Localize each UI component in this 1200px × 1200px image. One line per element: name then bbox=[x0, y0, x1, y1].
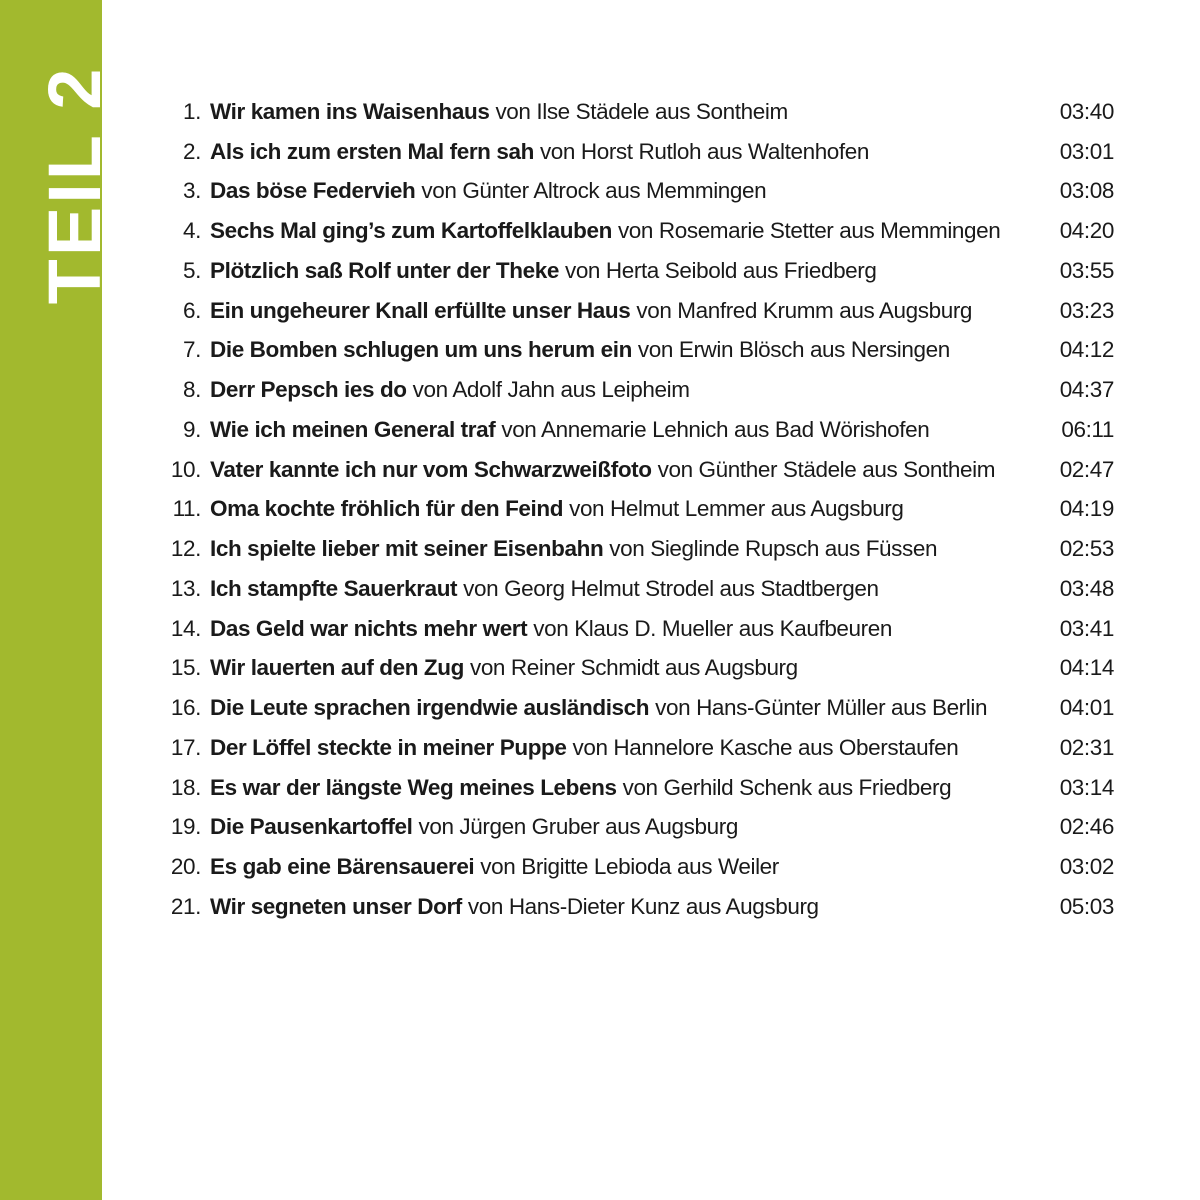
track-title: Ich spielte lieber mit seiner Eisenbahn bbox=[210, 536, 604, 562]
track-credit: von Georg Helmut Strodel aus Stadtbergen bbox=[463, 575, 879, 601]
track-number: 8. bbox=[183, 377, 201, 403]
track-row bbox=[150, 291, 1120, 331]
track-credit: von Erwin Blösch aus Nersingen bbox=[637, 337, 950, 363]
track-row bbox=[150, 132, 1120, 172]
track-credit: von Herta Seibold aus Friedberg bbox=[564, 257, 877, 283]
track-duration: 03:14 bbox=[1059, 774, 1114, 800]
track-credit: von Günther Städele aus Sontheim bbox=[657, 456, 996, 482]
track-duration: 04:19 bbox=[1059, 496, 1114, 522]
track-row bbox=[150, 450, 1120, 490]
track-duration: 03:01 bbox=[1059, 138, 1114, 164]
track-credit: von Adolf Jahn aus Leipheim bbox=[412, 377, 690, 403]
track-row bbox=[150, 92, 1120, 132]
track-number: 3. bbox=[183, 178, 201, 204]
track-title: Das böse Federvieh bbox=[210, 178, 416, 204]
track-title: Derr Pepsch ies do bbox=[210, 377, 407, 403]
track-title: Der Löffel steckte in meiner Puppe bbox=[210, 734, 567, 760]
track-row bbox=[150, 410, 1120, 450]
track-row bbox=[150, 609, 1120, 649]
track-title: Die Pausenkartoffel bbox=[210, 814, 413, 840]
track-row bbox=[150, 569, 1120, 609]
track-credit: von Annemarie Lehnich aus Bad Wörishofen bbox=[501, 416, 930, 442]
track-number: 5. bbox=[183, 257, 201, 283]
track-credit: von Reiner Schmidt aus Augsburg bbox=[469, 655, 798, 681]
track-duration: 03:55 bbox=[1059, 257, 1114, 283]
track-duration: 03:40 bbox=[1059, 98, 1114, 124]
track-row bbox=[150, 728, 1120, 768]
track-credit: von Hannelore Kasche aus Oberstaufen bbox=[572, 734, 959, 760]
track-credit: von Günter Altrock aus Memmingen bbox=[421, 178, 767, 204]
track-list bbox=[150, 92, 1120, 927]
track-number: 19. bbox=[170, 814, 201, 840]
track-number: 10. bbox=[170, 456, 201, 482]
track-number: 17. bbox=[170, 734, 201, 760]
track-duration: 04:37 bbox=[1059, 377, 1114, 403]
track-number: 16. bbox=[170, 695, 201, 721]
track-duration: 02:46 bbox=[1059, 814, 1114, 840]
track-duration: 04:12 bbox=[1059, 337, 1114, 363]
track-number: 14. bbox=[170, 615, 201, 641]
track-credit: von Ilse Städele aus Sontheim bbox=[495, 98, 788, 124]
track-number: 13. bbox=[170, 575, 201, 601]
track-credit: von Manfred Krumm aus Augsburg bbox=[636, 297, 973, 323]
track-row bbox=[150, 490, 1120, 530]
track-duration: 05:03 bbox=[1059, 893, 1114, 919]
track-row bbox=[150, 649, 1120, 689]
track-number: 12. bbox=[170, 536, 201, 562]
track-duration: 03:41 bbox=[1059, 615, 1114, 641]
track-credit: von Horst Rutloh aus Waltenhofen bbox=[539, 138, 870, 164]
track-row bbox=[150, 887, 1120, 927]
track-number: 11. bbox=[172, 496, 201, 522]
track-duration: 04:14 bbox=[1059, 655, 1114, 681]
track-title: Es war der längste Weg meines Lebens bbox=[210, 774, 617, 800]
track-credit: von Jürgen Gruber aus Augsburg bbox=[418, 814, 738, 840]
track-number: 18. bbox=[170, 774, 201, 800]
track-duration: 04:01 bbox=[1059, 695, 1114, 721]
track-credit: von Klaus D. Mueller aus Kaufbeuren bbox=[533, 615, 892, 641]
track-credit: von Sieglinde Rupsch aus Füssen bbox=[609, 536, 938, 562]
track-duration: 03:02 bbox=[1059, 854, 1114, 880]
track-title: Wir segneten unser Dorf bbox=[210, 893, 462, 919]
track-title: Oma kochte fröhlich für den Feind bbox=[210, 496, 564, 522]
track-duration: 06:11 bbox=[1061, 416, 1114, 442]
track-row bbox=[150, 331, 1120, 371]
track-duration: 03:08 bbox=[1059, 178, 1114, 204]
track-row bbox=[150, 847, 1120, 887]
track-title: Als ich zum ersten Mal fern sah bbox=[210, 138, 534, 164]
track-title: Vater kannte ich nur vom Schwarzweißfoto bbox=[210, 456, 652, 482]
track-row bbox=[150, 251, 1120, 291]
track-credit: von Gerhild Schenk aus Friedberg bbox=[622, 774, 952, 800]
track-title: Ein ungeheurer Knall erfüllte unser Haus bbox=[210, 297, 631, 323]
track-row bbox=[150, 808, 1120, 848]
track-title: Wie ich meinen General traf bbox=[210, 416, 496, 442]
track-row bbox=[150, 211, 1120, 251]
track-row bbox=[150, 688, 1120, 728]
track-row bbox=[150, 370, 1120, 410]
track-title: Ich stampfte Sauerkraut bbox=[210, 575, 458, 601]
track-number: 6. bbox=[183, 297, 201, 323]
track-credit: von Helmut Lemmer aus Augsburg bbox=[569, 496, 904, 522]
track-row bbox=[150, 768, 1120, 808]
track-title: Wir kamen ins Waisenhaus bbox=[210, 98, 490, 124]
track-title: Das Geld war nichts mehr wert bbox=[210, 615, 528, 641]
track-duration: 03:23 bbox=[1059, 297, 1114, 323]
track-number: 1. bbox=[183, 98, 201, 124]
track-number: 4. bbox=[183, 218, 201, 244]
track-title: Sechs Mal ging’s zum Kartoffelklauben bbox=[210, 218, 612, 244]
track-credit: von Rosemarie Stetter aus Memmingen bbox=[617, 218, 1001, 244]
track-number: 9. bbox=[183, 416, 201, 442]
track-title: Es gab eine Bärensauerei bbox=[210, 854, 475, 880]
track-row bbox=[150, 172, 1120, 212]
track-title: Die Bomben schlugen um uns herum ein bbox=[210, 337, 632, 363]
track-credit: von Hans-Günter Müller aus Berlin bbox=[655, 695, 988, 721]
track-title: Plötzlich saß Rolf unter der Theke bbox=[210, 257, 559, 283]
track-row bbox=[150, 529, 1120, 569]
track-title: Wir lauerten auf den Zug bbox=[210, 655, 464, 681]
part-label: TEIL 2 bbox=[33, 65, 116, 305]
track-duration: 04:20 bbox=[1059, 218, 1114, 244]
track-number: 2. bbox=[183, 138, 201, 164]
track-number: 21. bbox=[170, 893, 201, 919]
track-duration: 03:48 bbox=[1059, 575, 1114, 601]
track-number: 15. bbox=[170, 655, 201, 681]
track-number: 7. bbox=[183, 337, 201, 363]
track-title: Die Leute sprachen irgendwie ausländisch bbox=[210, 695, 650, 721]
track-duration: 02:31 bbox=[1059, 734, 1114, 760]
track-number: 20. bbox=[170, 854, 201, 880]
track-duration: 02:53 bbox=[1059, 536, 1114, 562]
track-credit: von Hans-Dieter Kunz aus Augsburg bbox=[467, 893, 819, 919]
track-duration: 02:47 bbox=[1059, 456, 1114, 482]
track-credit: von Brigitte Lebioda aus Weiler bbox=[480, 854, 779, 880]
